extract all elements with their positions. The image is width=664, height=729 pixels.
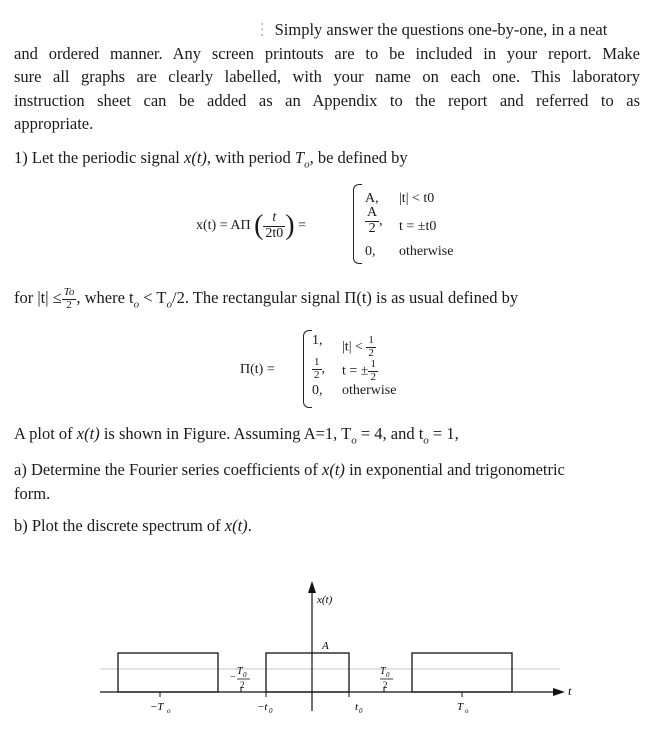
amplitude-label: A bbox=[322, 640, 329, 652]
intro-line-1: ⋮ Simply answer the questions one-by-one, in a neat bbox=[254, 20, 608, 39]
tick-t0-label: t bbox=[355, 701, 359, 713]
question-b: b) Plot the discrete spectrum of x(t). bbox=[14, 516, 252, 535]
question-a: a) Determine the Fourier series coefficients of x(t) in exponential and trigonometric form. bbox=[14, 460, 565, 503]
t-axis-label: t bbox=[568, 684, 572, 698]
half-period-neg-den: 2 bbox=[240, 680, 245, 690]
tick-To-label: T bbox=[457, 701, 464, 713]
pulse-left bbox=[118, 653, 218, 692]
intro-line-2: and ordered manner. Any screen printouts are to be included in your report. Make bbox=[14, 43, 640, 63]
x-axis-arrow bbox=[308, 581, 316, 593]
eq2-case-1: 1, |t| < $\frac{1}{2}$ bbox=[312, 333, 374, 359]
plot-description: A plot of x(t) is shown in Figure. Assuming A=1, $T_o = 4$, and $t_o = 1$, bbox=[14, 424, 459, 447]
tick-neg-t0-label: −t bbox=[257, 701, 268, 713]
tick-To-sub: o bbox=[465, 707, 469, 715]
tick-neg-To-sub: o bbox=[167, 707, 171, 715]
tick-neg-To-label: −T bbox=[150, 701, 164, 713]
eq1-case-1: A, |t| < t0 bbox=[365, 191, 435, 206]
half-period-neg-num-sub: 0 bbox=[243, 671, 247, 679]
half-period-neg-sign: − bbox=[230, 672, 236, 683]
x-axis-label: x(t) bbox=[317, 594, 333, 606]
eq2-case-3: 0, otherwise bbox=[312, 383, 397, 398]
eq1-fraction: $\frac{t}{2t0}$ bbox=[265, 209, 284, 241]
tick-neg-t0-sub: 0 bbox=[269, 707, 273, 715]
intro-paragraph bbox=[14, 18, 640, 136]
pulse-right bbox=[412, 653, 512, 692]
intro-line-3: sure all graphs are clearly labelled, with your name on each one. This laboratory bbox=[14, 67, 640, 86]
signal-figure bbox=[0, 559, 664, 729]
half-period-pos-den: 2 bbox=[383, 680, 388, 690]
condition-text: for |t| ≤ $\frac{To}{2}$ , where $t_o < T_o/2$. The rectangular signal Π(t) is as usual defined by bbox=[14, 286, 519, 311]
eq1-case-2: $\frac{A}{2}$ , t = ±t0 bbox=[367, 205, 437, 236]
question-1-text: 1) Let the periodic signal x(t), with period $T_o$, be defined by bbox=[14, 148, 408, 171]
eq1-brace bbox=[353, 184, 362, 264]
intro-line-4: instruction sheet can be added as an Appendix to the report and referred to as bbox=[14, 90, 640, 110]
pulse-center bbox=[266, 653, 349, 692]
half-period-pos-num-sub: 0 bbox=[386, 671, 390, 679]
eq2-brace bbox=[303, 330, 312, 408]
equation-x-definition: x(t) = AΠ ( $\frac{t}{2t0}$ ) = bbox=[196, 209, 307, 241]
half-period-neg-num: T bbox=[237, 666, 243, 677]
equation-rect-definition: Π(t) = bbox=[240, 362, 275, 377]
intro-line-5: appropriate. bbox=[14, 114, 94, 133]
half-period-pos-num: T bbox=[380, 666, 386, 677]
eq1-case-3: 0, otherwise bbox=[365, 244, 454, 259]
smudge-mark: ⋮ bbox=[254, 20, 271, 39]
t-axis-arrow bbox=[553, 688, 565, 696]
eq2-case-2: $\frac{1}{2}$ , t = ± $\frac{1}{2}$ bbox=[314, 356, 376, 383]
tick-t0-sub: 0 bbox=[359, 707, 363, 715]
eq1-lhs: x(t) = AΠ bbox=[196, 218, 251, 234]
